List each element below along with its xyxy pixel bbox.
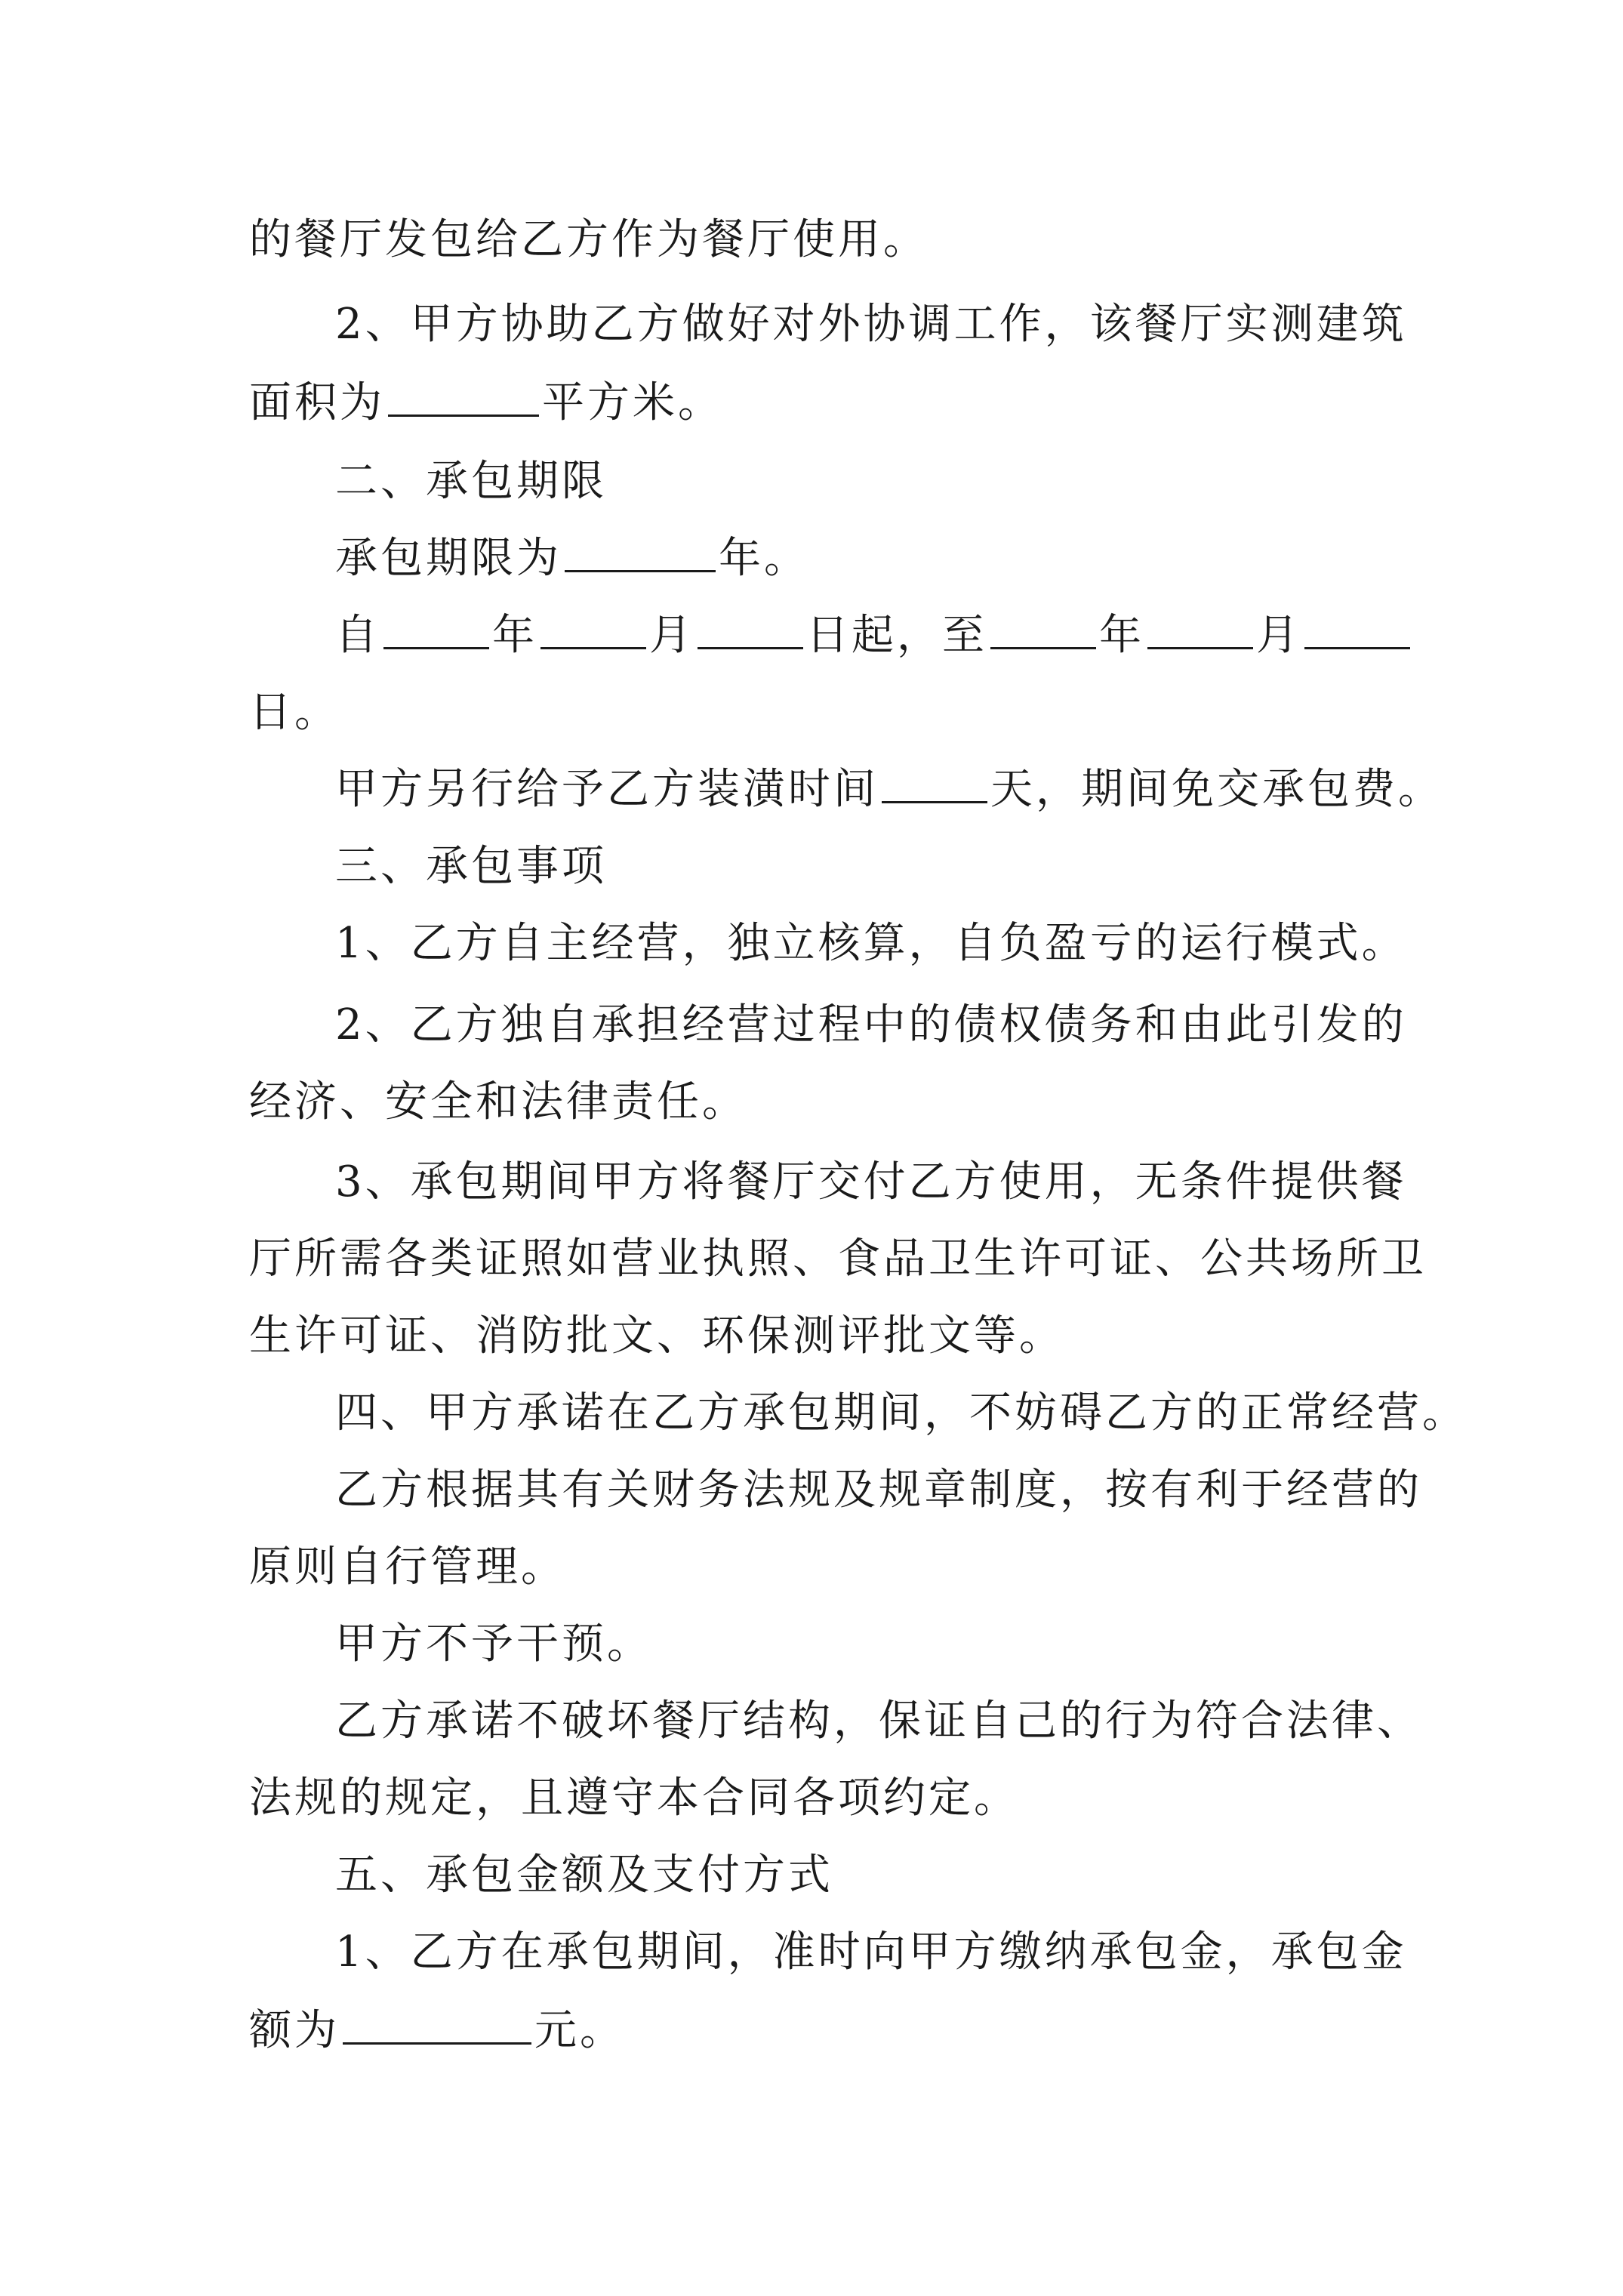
paragraph-line: [249, 1537, 566, 1598]
section-heading: [335, 451, 607, 512]
heading-text: 五、承包金额及支付方式: [335, 1851, 833, 1900]
text: 2、乙方独自承担经营过程中的债权债务和由此引发的: [335, 1000, 1407, 1049]
paragraph-line: [335, 914, 1407, 974]
text: 3、承包期间甲方将餐厅交付乙方使用，无条件提供餐: [335, 1157, 1407, 1207]
paragraph-line: [335, 760, 1443, 820]
section-heading: [335, 837, 607, 897]
text: 年: [1099, 611, 1144, 660]
text: 厅所需各类证照如营业执照、食品卫生许可证、公共场所卫: [249, 1234, 1427, 1284]
text: 2、甲方协助乙方做好对外协调工作，该餐厅实测建筑: [335, 300, 1407, 349]
paragraph-line: [335, 1460, 1422, 1521]
paragraph-line: [249, 1072, 747, 1133]
text: 1、乙方在承包期间，准时向甲方缴纳承包金，承包金: [335, 1928, 1407, 1977]
paragraph-line: [249, 373, 723, 433]
text: 经济、安全和法律责任。: [249, 1077, 747, 1126]
text: 年: [492, 611, 537, 660]
text: 承包期限为: [335, 534, 562, 583]
text: 日。: [249, 688, 340, 737]
text: 月: [649, 611, 694, 660]
text: 面积为: [249, 378, 385, 427]
paragraph-line: [249, 1306, 1064, 1367]
paragraph-line: [249, 2001, 625, 2061]
text: 法规的规定，且遵守本合同各项约定。: [249, 1774, 1019, 1823]
text: 年。: [719, 534, 809, 583]
paragraph-line: [335, 606, 1413, 666]
heading-text: 三、承包事项: [335, 842, 607, 891]
fill-in-blank-area: [388, 380, 539, 417]
paragraph-line: [249, 1768, 1019, 1829]
section-heading: [335, 1845, 833, 1906]
text: 原则自行管理。: [249, 1542, 566, 1592]
text: 自: [335, 611, 380, 660]
paragraph-line: [335, 529, 809, 589]
fill-in-blank-days: [882, 766, 987, 803]
section-heading: [335, 1383, 1467, 1444]
fill-in-blank-start-day: [698, 612, 803, 649]
heading-text: 四、甲方承诺在乙方承包期间，不妨碍乙方的正常经营。: [335, 1388, 1467, 1438]
fill-in-blank-years: [565, 535, 716, 572]
paragraph-line: [249, 683, 340, 743]
paragraph-line: [249, 210, 929, 270]
text: 天，期间免交承包费。: [990, 765, 1443, 814]
fill-in-blank-start-year: [383, 612, 489, 649]
paragraph-line: [249, 1229, 1427, 1290]
paragraph-line: [335, 1152, 1407, 1213]
text: 甲方不予干预。: [335, 1620, 652, 1669]
text: 乙方根据其有关财务法规及规章制度，按有利于经营的: [335, 1465, 1422, 1515]
text: 甲方另行给予乙方装潢时间: [335, 765, 879, 814]
text: 生许可证、消防批文、环保测评批文等。: [249, 1311, 1064, 1361]
fill-in-blank-amount: [343, 2008, 531, 2045]
text: 日起，至: [806, 611, 987, 660]
paragraph-line: [335, 1614, 652, 1675]
paragraph-line: [335, 294, 1407, 355]
text: 1、乙方自主经营，独立核算，自负盈亏的运行模式。: [335, 919, 1407, 968]
fill-in-blank-end-month: [1147, 612, 1253, 649]
text: 平方米。: [542, 378, 723, 427]
fill-in-blank-start-month: [540, 612, 646, 649]
fill-in-blank-end-day: [1304, 612, 1410, 649]
paragraph-line: [335, 1922, 1407, 1983]
text: 元。: [534, 2006, 625, 2055]
paragraph-line: [335, 1691, 1422, 1752]
paragraph-line: [335, 995, 1407, 1056]
text: 乙方承诺不破坏餐厅结构，保证自己的行为符合法律、: [335, 1697, 1422, 1746]
text: 额为: [249, 2006, 340, 2055]
fill-in-blank-end-year: [990, 612, 1096, 649]
heading-text: 二、承包期限: [335, 457, 607, 506]
text: 的餐厅发包给乙方作为餐厅使用。: [249, 215, 929, 264]
text: 月: [1256, 611, 1301, 660]
